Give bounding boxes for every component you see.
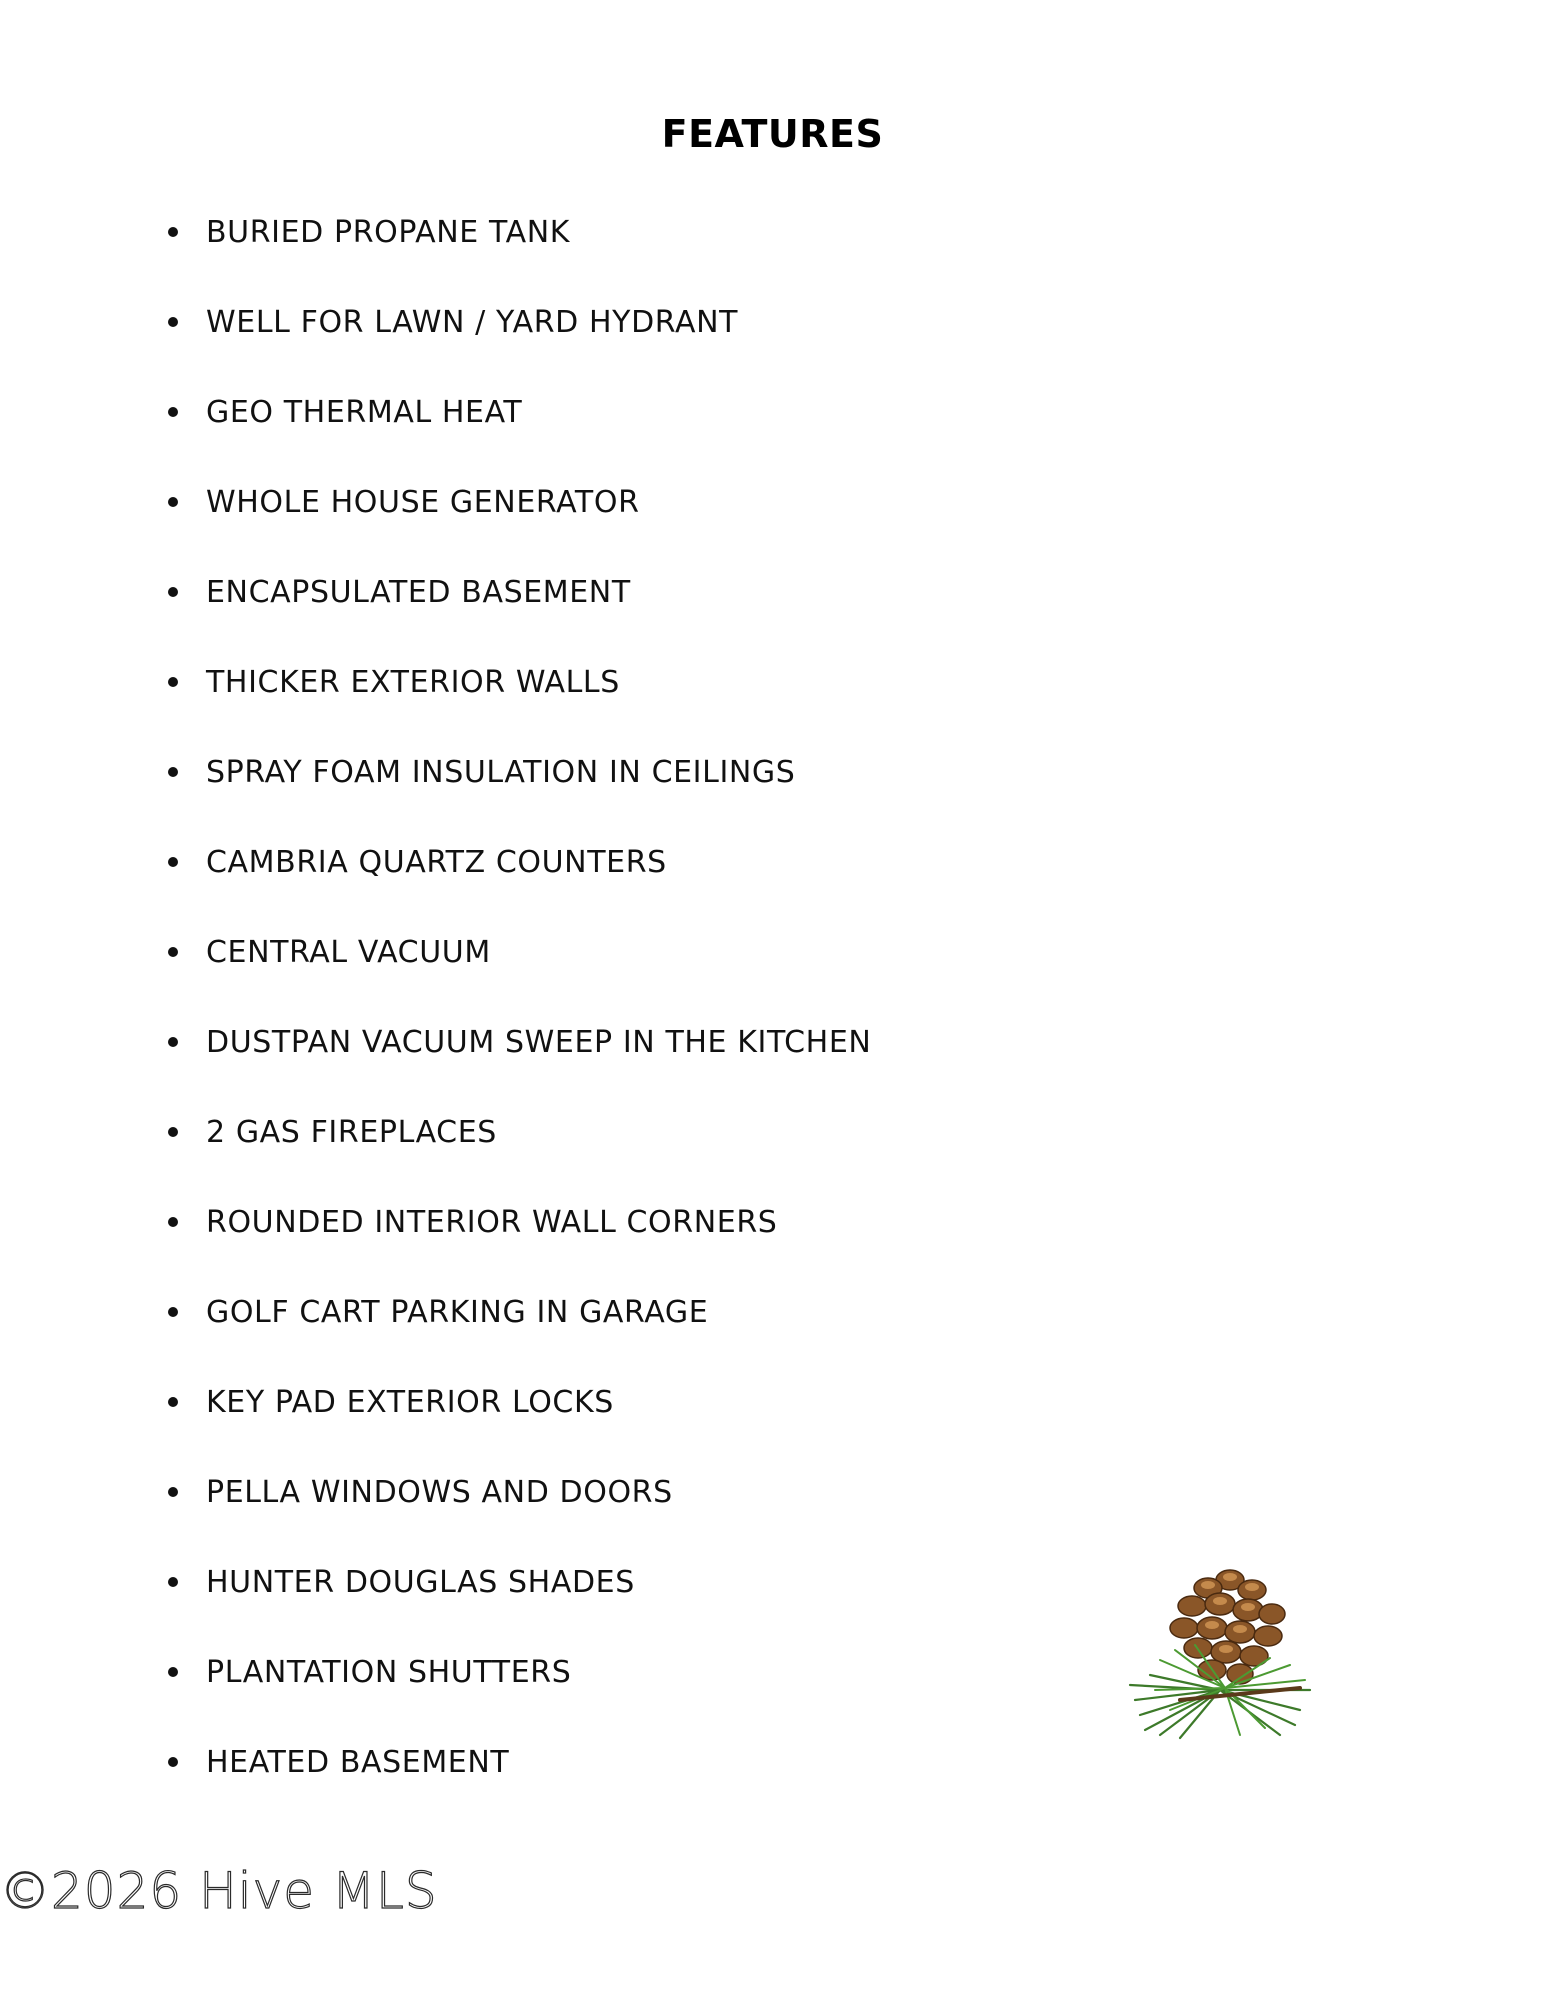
list-item (168, 750, 795, 794)
list-item (168, 570, 631, 614)
bullet-icon (168, 317, 178, 327)
bullet-icon (168, 1037, 178, 1047)
feature-label: WHOLE HOUSE GENERATOR (206, 484, 640, 520)
feature-label: HUNTER DOUGLAS SHADES (206, 1564, 635, 1600)
list-item (168, 1470, 673, 1514)
bullet-icon (168, 1307, 178, 1317)
list-item (168, 480, 640, 524)
feature-label: PELLA WINDOWS AND DOORS (206, 1474, 673, 1510)
bullet-icon (168, 767, 178, 777)
feature-label: THICKER EXTERIOR WALLS (206, 664, 620, 700)
bullet-icon (168, 227, 178, 237)
feature-label: CAMBRIA QUARTZ COUNTERS (206, 844, 667, 880)
bullet-icon (168, 947, 178, 957)
list-item (168, 390, 522, 434)
bullet-icon (168, 677, 178, 687)
bullet-icon (168, 1127, 178, 1137)
list-item (168, 1200, 777, 1244)
list-item (168, 1290, 708, 1334)
bullet-icon (168, 1757, 178, 1767)
bullet-icon (168, 1487, 178, 1497)
feature-label: GEO THERMAL HEAT (206, 394, 523, 430)
list-item (168, 1380, 614, 1424)
feature-label: SPRAY FOAM INSULATION IN CEILINGS (206, 754, 796, 790)
list-item (168, 660, 620, 704)
list-item (168, 1020, 871, 1064)
feature-label: BURIED PROPANE TANK (206, 214, 571, 250)
bullet-icon (168, 1397, 178, 1407)
watermark: ©2026 Hive MLS (0, 1862, 438, 1920)
bullet-icon (168, 587, 178, 597)
feature-label: ENCAPSULATED BASEMENT (206, 574, 631, 610)
feature-label: DUSTPAN VACUUM SWEEP IN THE KITCHEN (206, 1024, 872, 1060)
bullet-icon (168, 407, 178, 417)
bullet-icon (168, 857, 178, 867)
list-item (168, 210, 570, 254)
list-item (168, 300, 738, 344)
list-item (168, 1740, 509, 1784)
list-item (168, 840, 667, 884)
feature-label: GOLF CART PARKING IN GARAGE (206, 1294, 709, 1330)
bullet-icon (168, 1577, 178, 1587)
list-item (168, 1110, 497, 1154)
feature-label: CENTRAL VACUUM (206, 934, 491, 970)
bullet-icon (168, 497, 178, 507)
feature-label: KEY PAD EXTERIOR LOCKS (206, 1384, 614, 1420)
pinecone-icon (1120, 1540, 1320, 1740)
bullet-icon (168, 1667, 178, 1677)
bullet-icon (168, 1217, 178, 1227)
feature-label: HEATED BASEMENT (206, 1744, 510, 1780)
feature-label: PLANTATION SHUTTERS (206, 1654, 572, 1690)
page-title: FEATURES (661, 112, 884, 156)
feature-label: 2 GAS FIREPLACES (206, 1114, 497, 1150)
list-item (168, 1650, 571, 1694)
feature-label: ROUNDED INTERIOR WALL CORNERS (206, 1204, 778, 1240)
feature-label: WELL FOR LAWN / YARD HYDRANT (206, 304, 739, 340)
list-item (168, 930, 491, 974)
list-item (168, 1560, 635, 1604)
